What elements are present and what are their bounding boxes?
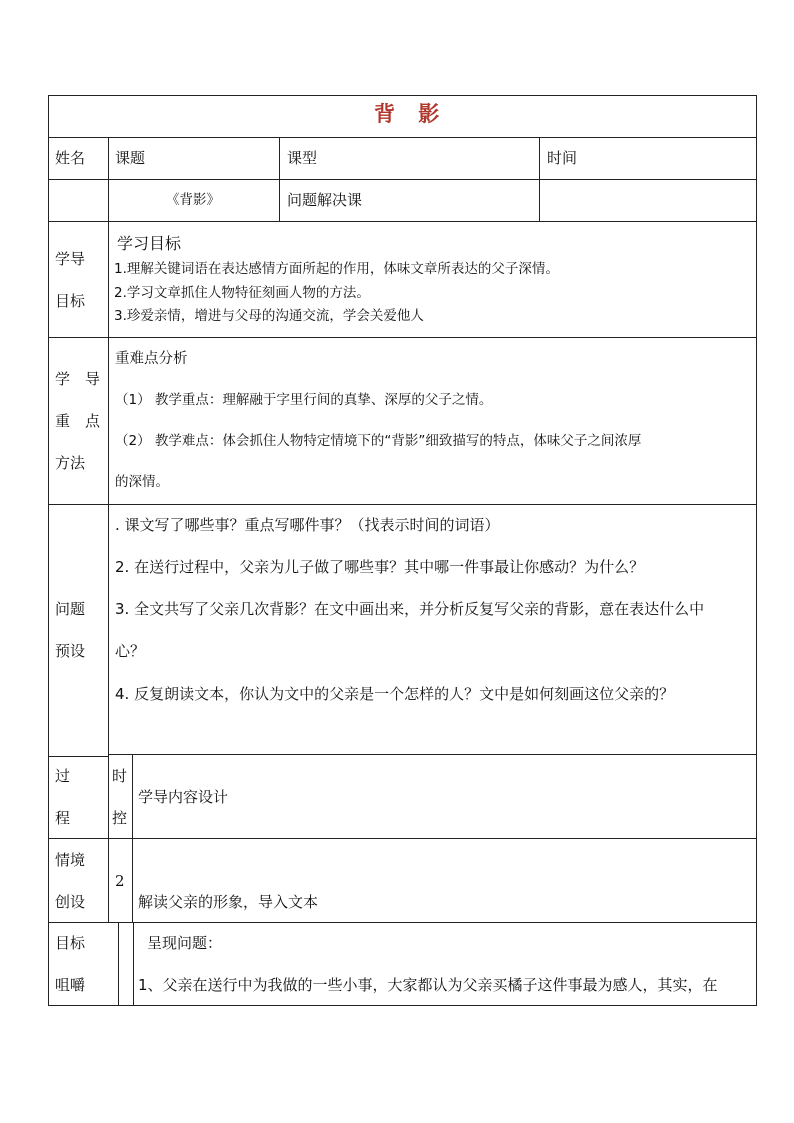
goals-heading: 学习目标 bbox=[117, 234, 182, 253]
table-line bbox=[48, 137, 757, 138]
table-line bbox=[48, 337, 757, 338]
type-value: 问题解决课 bbox=[287, 191, 363, 209]
key-label-char: 导 bbox=[85, 370, 101, 388]
table-line bbox=[108, 754, 757, 755]
target-present: 呈现问题： bbox=[147, 934, 223, 952]
table-line bbox=[133, 922, 134, 1005]
target-label-line1: 目标 bbox=[55, 934, 86, 952]
table-line bbox=[48, 838, 757, 839]
table-line bbox=[48, 179, 757, 180]
table-border-left bbox=[48, 95, 49, 1006]
process-label-line1: 过 bbox=[55, 767, 71, 785]
table-border-right bbox=[756, 95, 757, 1006]
goal-item: 1.理解关键词语在表达感情方面所起的作用，体味文章所表达的父子深情。 bbox=[114, 261, 559, 277]
goal-item: 3.珍爱亲情，增进与父母的沟通交流，学会关爱他人 bbox=[114, 308, 424, 324]
questions-label-line1: 问题 bbox=[55, 600, 86, 618]
situation-label-line1: 情境 bbox=[55, 851, 86, 869]
process-time-line1: 时 bbox=[112, 767, 128, 785]
time-label: 时间 bbox=[547, 149, 578, 167]
table-line bbox=[108, 137, 109, 755]
question-item: 2. 在送行过程中，父亲为儿子做了哪些事？其中哪一件事最让你感动？为什么？ bbox=[115, 558, 645, 576]
topic-value: 《背影》 bbox=[166, 192, 220, 208]
key-label-char: 方法 bbox=[55, 454, 86, 472]
target-label-line2: 咀嚼 bbox=[55, 976, 86, 994]
question-item: 3. 全文共写了父亲几次背影？在文中画出来，并分析反复写父亲的背影，意在表达什么中 bbox=[115, 600, 705, 618]
process-content: 学导内容设计 bbox=[138, 788, 229, 806]
goals-label-line1: 学导 bbox=[55, 250, 86, 268]
situation-content: 解读父亲的形象，导入文本 bbox=[138, 893, 319, 911]
key-item: （2） 教学难点：体会抓住人物特定情境下的“背影”细致描写的特点，体味父子之间浓厚 bbox=[115, 433, 642, 449]
key-label-char: 重 bbox=[55, 412, 71, 430]
table-line bbox=[539, 137, 540, 221]
key-label-char: 学 bbox=[55, 370, 71, 388]
goals-label-line2: 目标 bbox=[55, 292, 86, 310]
table-border-bottom bbox=[48, 1005, 757, 1006]
key-item: （1） 教学重点：理解融于字里行间的真挚、深厚的父子之情。 bbox=[115, 392, 493, 408]
table-line bbox=[118, 922, 119, 1005]
name-label: 姓名 bbox=[55, 149, 86, 167]
key-item: 的深情。 bbox=[115, 474, 169, 490]
process-time-line2: 控 bbox=[112, 809, 128, 827]
goal-item: 2.学习文章抓住人物特征刻画人物的方法。 bbox=[114, 285, 370, 301]
target-question: 1、父亲在送行中为我做的一些小事，大家都认为父亲买橘子这件事最为感人，其实，在 bbox=[138, 976, 718, 994]
process-label-line2: 程 bbox=[55, 809, 71, 827]
page-title: 背 影 bbox=[374, 102, 448, 126]
key-heading: 重难点分析 bbox=[115, 351, 188, 367]
question-item: . 课文写了哪些事？重点写哪件事？（找表示时间的词语） bbox=[115, 516, 500, 534]
table-line bbox=[48, 756, 108, 757]
key-label-char: 点 bbox=[85, 412, 101, 430]
type-label: 课型 bbox=[287, 149, 318, 167]
question-item: 心？ bbox=[115, 642, 146, 660]
situation-time: 2 bbox=[115, 872, 125, 890]
table-line bbox=[48, 922, 757, 923]
situation-label-line2: 创设 bbox=[55, 893, 86, 911]
question-item: 4. 反复朗读文本，你认为文中的父亲是一个怎样的人？文中是如何刻画这位父亲的？ bbox=[115, 685, 675, 703]
topic-label: 课题 bbox=[115, 149, 146, 167]
table-line bbox=[48, 221, 757, 222]
questions-label-line2: 预设 bbox=[55, 642, 86, 660]
table-line bbox=[132, 754, 133, 922]
table-line bbox=[108, 754, 109, 922]
table-line bbox=[279, 137, 280, 221]
table-line bbox=[48, 504, 757, 505]
table-border-top bbox=[48, 95, 757, 96]
